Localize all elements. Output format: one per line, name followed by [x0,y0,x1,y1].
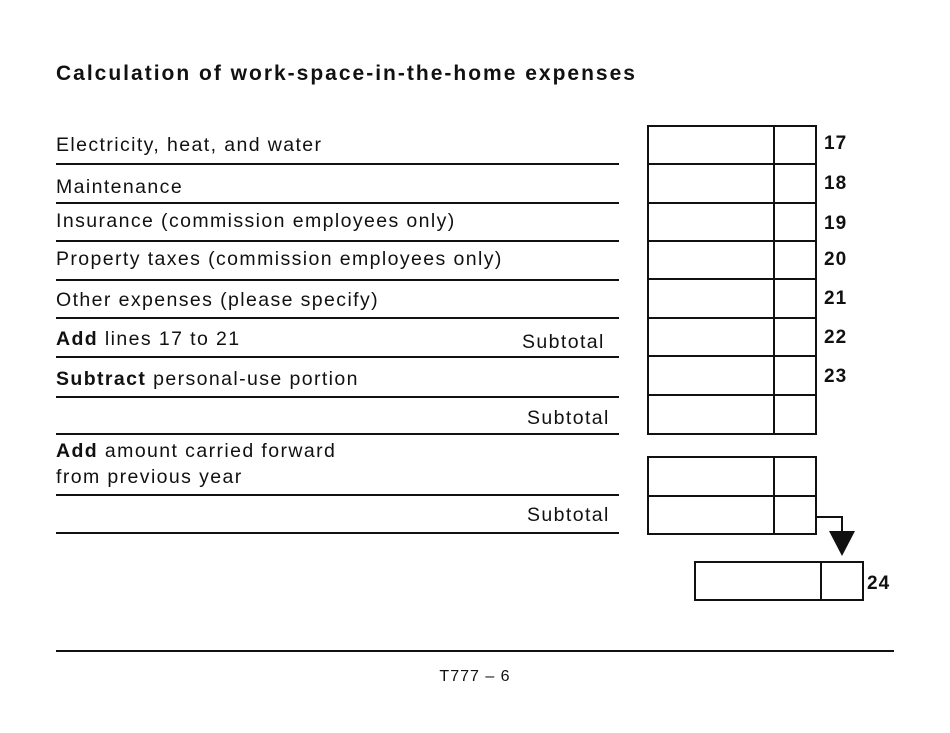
label-electricity: Electricity, heat, and water [56,134,323,156]
line-number-19: 19 [824,213,848,234]
rule [56,532,619,534]
arrow-down-icon [814,514,864,559]
amount-field-subtotal[interactable] [647,394,817,435]
section-title: Calculation of work-space-in-the-home expenses [56,62,637,85]
line-number-24: 24 [867,573,891,594]
line-number-20: 20 [824,249,848,270]
amount-field-carried-forward[interactable] [647,456,817,497]
amount-field-18[interactable] [647,163,817,204]
rule [56,202,619,204]
label-add-lines [56,327,241,351]
amount-field-17[interactable] [647,125,817,165]
label-text: lines 17 to 21 [98,328,241,350]
label-insurance: Insurance (commission employees only) [56,210,456,232]
line-number-17: 17 [824,133,848,154]
page-footer: T777 – 6 [439,668,511,685]
amount-field-21[interactable] [647,278,817,319]
line-number-22: 22 [824,327,848,348]
rule [56,240,619,242]
subtotal-label-3: Subtotal [527,504,610,526]
label-text: personal-use portion [146,368,359,390]
label-carried-forward-2: from previous year [56,466,243,488]
rule [56,396,619,398]
subtotal-label-2: Subtotal [527,407,610,429]
amount-field-20[interactable] [647,240,817,280]
rule [56,317,619,319]
label-text: amount carried forward [98,440,337,462]
line-number-18: 18 [824,173,848,194]
line-number-21: 21 [824,288,848,309]
amount-field-23[interactable] [647,355,817,396]
amount-field-22[interactable] [647,317,817,357]
rule [56,356,619,358]
subtotal-label-22: Subtotal [522,331,605,353]
amount-field-subtotal-final[interactable] [647,495,817,535]
rule [56,494,619,496]
label-bold: Subtract [56,368,147,390]
label-bold: Add [56,440,99,462]
amount-field-24[interactable] [694,561,864,601]
rule [56,433,619,435]
amount-field-19[interactable] [647,202,817,242]
label-maintenance: Maintenance [56,176,184,198]
rule [56,163,619,165]
line-number-23: 23 [824,366,848,387]
label-carried-forward [56,439,336,463]
footer-rule [56,650,894,652]
label-subtract [56,367,359,391]
rule [56,279,619,281]
label-other-expenses: Other expenses (please specify) [56,289,380,311]
label-property-taxes: Property taxes (commission employees only) [56,248,503,270]
label-bold: Add [56,328,99,350]
